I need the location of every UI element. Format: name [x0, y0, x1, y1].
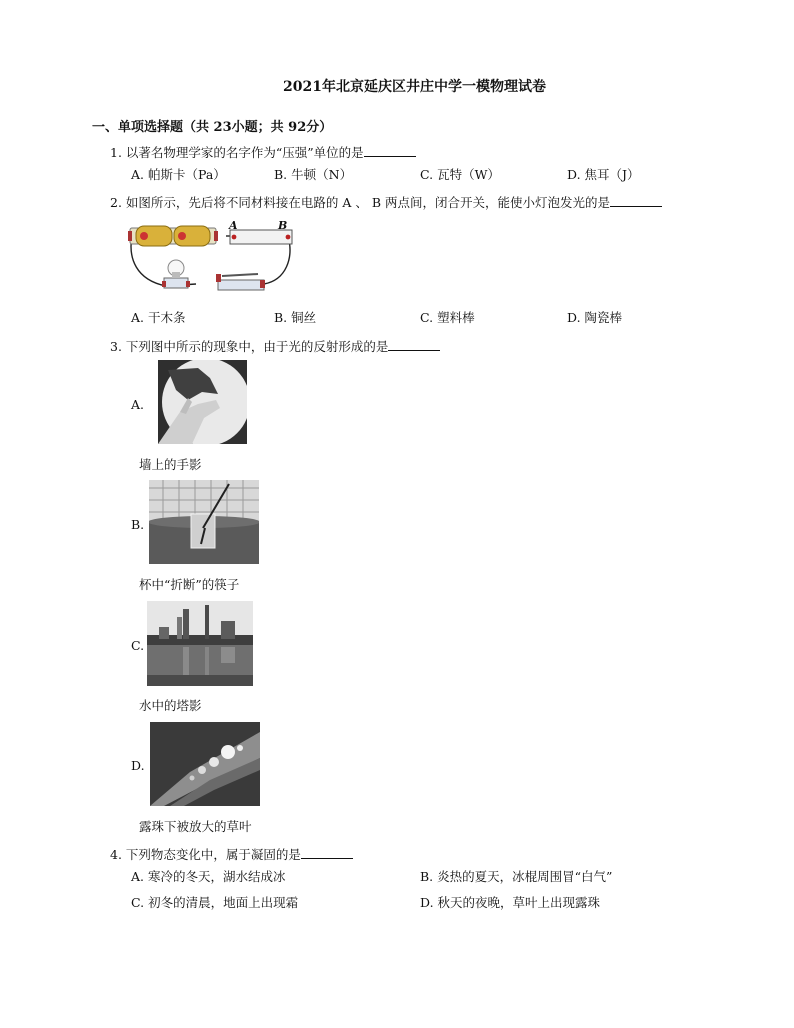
q4-option-b: B. 炎热的夏天，冰棍周围冒“白气” [420, 869, 613, 884]
answer-blank [610, 195, 662, 207]
answer-blank [388, 339, 440, 351]
q3-option-b-letter: B. [131, 517, 145, 532]
q3-option-c-letter: C. [131, 638, 145, 653]
question-4-stem [110, 845, 353, 863]
section-heading: 一、单项选择题（共 23小题；共 92分） [92, 120, 333, 135]
hand-shadow-image [158, 360, 247, 444]
q3-option-a-letter: A. [131, 397, 145, 412]
answer-blank [364, 145, 416, 157]
question-2-stem [110, 193, 662, 211]
answer-blank [301, 847, 353, 859]
question-3-stem [110, 337, 440, 355]
tower-reflection-image [147, 601, 253, 686]
q2-option-c: C. 塑料棒 [420, 310, 475, 325]
circuit-label-b: B [278, 219, 288, 232]
q2-option-a: A. 干木条 [131, 310, 186, 325]
q4-option-c: C. 初冬的清晨，地面上出现霜 [131, 895, 299, 910]
q3-option-d-caption: 露珠下被放大的草叶 [139, 819, 252, 834]
q1-option-a: A. 帕斯卡（Pa） [131, 167, 226, 182]
q2-option-d: D. 陶瓷棒 [567, 310, 623, 325]
circuit-figure [126, 218, 296, 300]
circuit-label-a: A [229, 219, 238, 232]
page-title: 2021年北京延庆区井庄中学一模物理试卷 [283, 79, 546, 95]
q4-option-a: A. 寒冷的冬天，湖水结成冰 [131, 869, 286, 884]
q4-option-d: D. 秋天的夜晚，草叶上出现露珠 [420, 895, 601, 910]
question-3-text: 3. 下列图中所示的现象中，由于光的反射形成的是 [110, 339, 389, 354]
q3-option-c-caption: 水中的塔影 [139, 698, 202, 713]
bent-chopstick-image [149, 480, 259, 564]
q2-option-b: B. 铜丝 [274, 310, 317, 325]
question-2-text: 2. 如图所示，先后将不同材料接在电路的 A 、 B 两点间，闭合开关，能使小灯泡发光的是 [110, 195, 611, 210]
question-1-stem [110, 143, 416, 161]
q3-option-b-caption: 杯中“折断”的筷子 [139, 577, 240, 592]
dewdrop-leaf-image [150, 722, 260, 806]
q3-option-a-caption: 墙上的手影 [139, 457, 202, 472]
q3-option-d-letter: D. [131, 758, 145, 773]
q1-option-d: D. 焦耳（J） [567, 167, 640, 182]
q1-option-b: B. 牛顿（N） [274, 167, 353, 182]
question-1-text: 1. 以著名物理学家的名字作为“压强”单位的是 [110, 145, 364, 160]
q1-option-c: C. 瓦特（W） [420, 167, 500, 182]
question-4-text: 4. 下列物态变化中，属于凝固的是 [110, 847, 301, 862]
